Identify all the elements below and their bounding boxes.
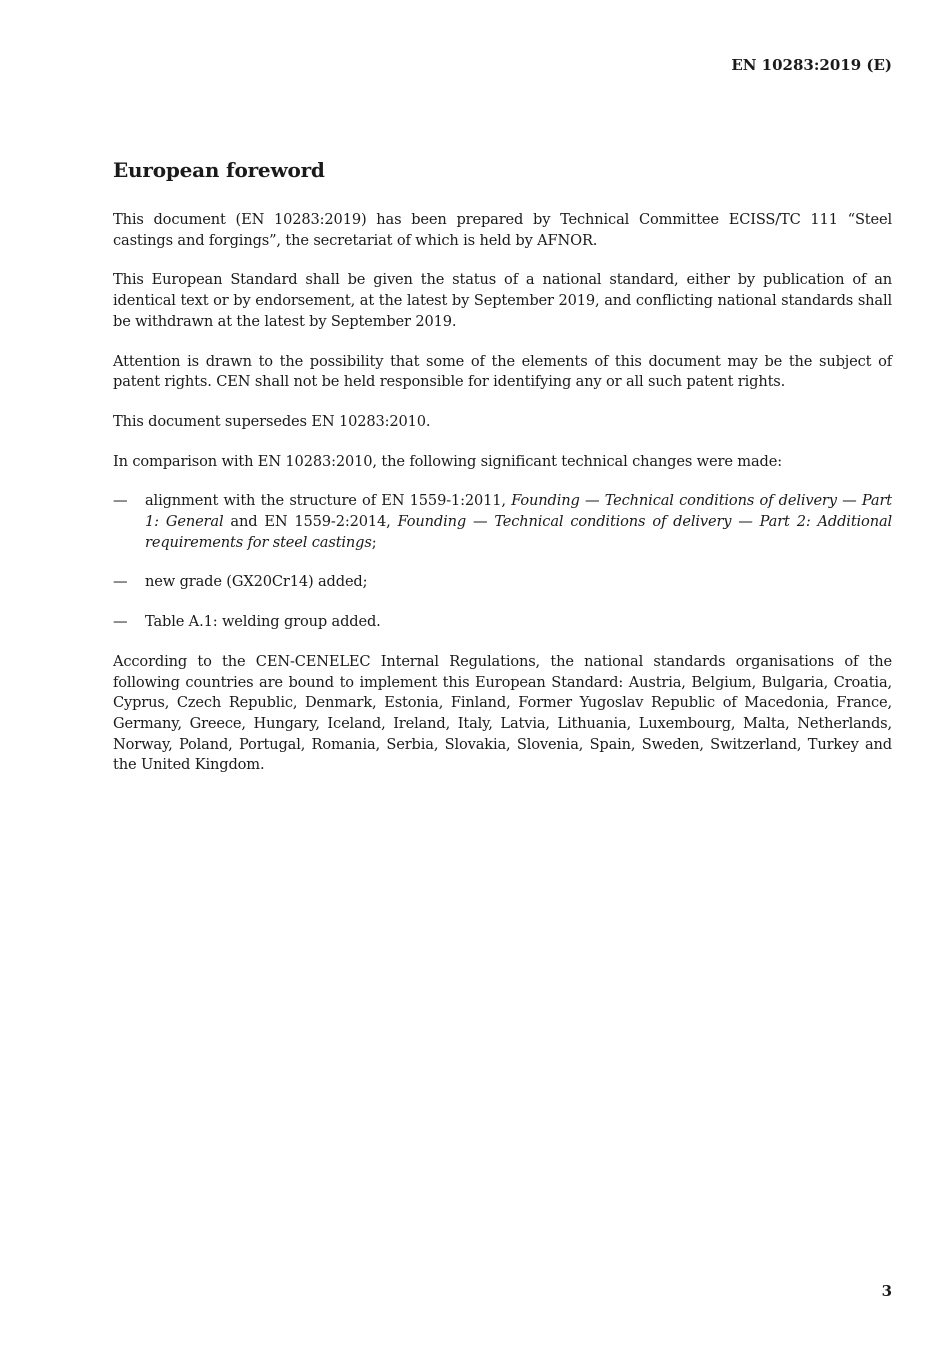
list-item-text: ; xyxy=(371,533,377,551)
list-item-text: new grade (GX20Cr14) added; xyxy=(145,573,368,591)
changes-list xyxy=(113,491,892,633)
list-item xyxy=(113,491,892,553)
list-item xyxy=(113,612,892,633)
section-title: European foreword xyxy=(113,158,325,182)
paragraph-countries: According to the CEN-CENELEC Internal Regulations, the national standards organisations of the following countries are bound to implement this European Standard: Austria, Belgium, Bulgaria, Croatia, Cyprus, Czech Republic, Denmark, Estonia, Finland, Former Yugoslav Republic of Macedonia, France, Germany, Greece, Hungary, Iceland, Ireland, Italy, Latvia, Lithuania, Luxembourg, Malta, Netherlands, Norway, Poland, Portugal, Romania, Serbia, Slovakia, Slovenia, Spain, Sweden, Switzerland, Turkey and the United Kingdom. xyxy=(113,652,892,774)
foreword-section xyxy=(113,156,892,795)
list-item-text: Table A.1: welding group added. xyxy=(145,613,381,631)
dash-bullet: — xyxy=(113,573,128,591)
paragraph-status: This European Standard shall be given the status of a national standard, either by publication of an identical text or by endorsement, at the latest by September 2019, and conflicting national standards shall be withdrawn at the latest by September 2019. xyxy=(113,271,892,330)
paragraph-changes-intro: In comparison with EN 10283:2010, the following significant technical changes were made: xyxy=(113,452,782,470)
reference-title: Founding — Technical conditions of delivery — Part 2: Additional requirements for steel castings xyxy=(145,513,893,551)
reference-title: Founding — Technical conditions of delivery — Part 1: General xyxy=(145,492,892,531)
list-item-text: alignment with the structure of EN 1559-1:2011, xyxy=(145,492,512,510)
list-item xyxy=(113,572,892,593)
paragraph-preparation: This document (EN 10283:2019) has been prepared by Technical Committee ECISS/TC 111 “Steel castings and forgings”, the secretariat of which is held by AFNOR. xyxy=(113,211,892,249)
dash-bullet: — xyxy=(113,613,128,631)
page-number: 3 xyxy=(881,1282,892,1300)
list-item-text: and EN 1559-2:2014, xyxy=(223,513,398,531)
document-code: EN 10283:2019 (E) xyxy=(731,56,892,74)
dash-bullet: — xyxy=(113,492,128,510)
paragraph-patent: Attention is drawn to the possibility that some of the elements of this document may be the subject of patent rights. CEN shall not be held responsible for identifying any or all such patent rights. xyxy=(113,352,892,391)
paragraph-supersedes: This document supersedes EN 10283:2010. xyxy=(113,412,431,430)
